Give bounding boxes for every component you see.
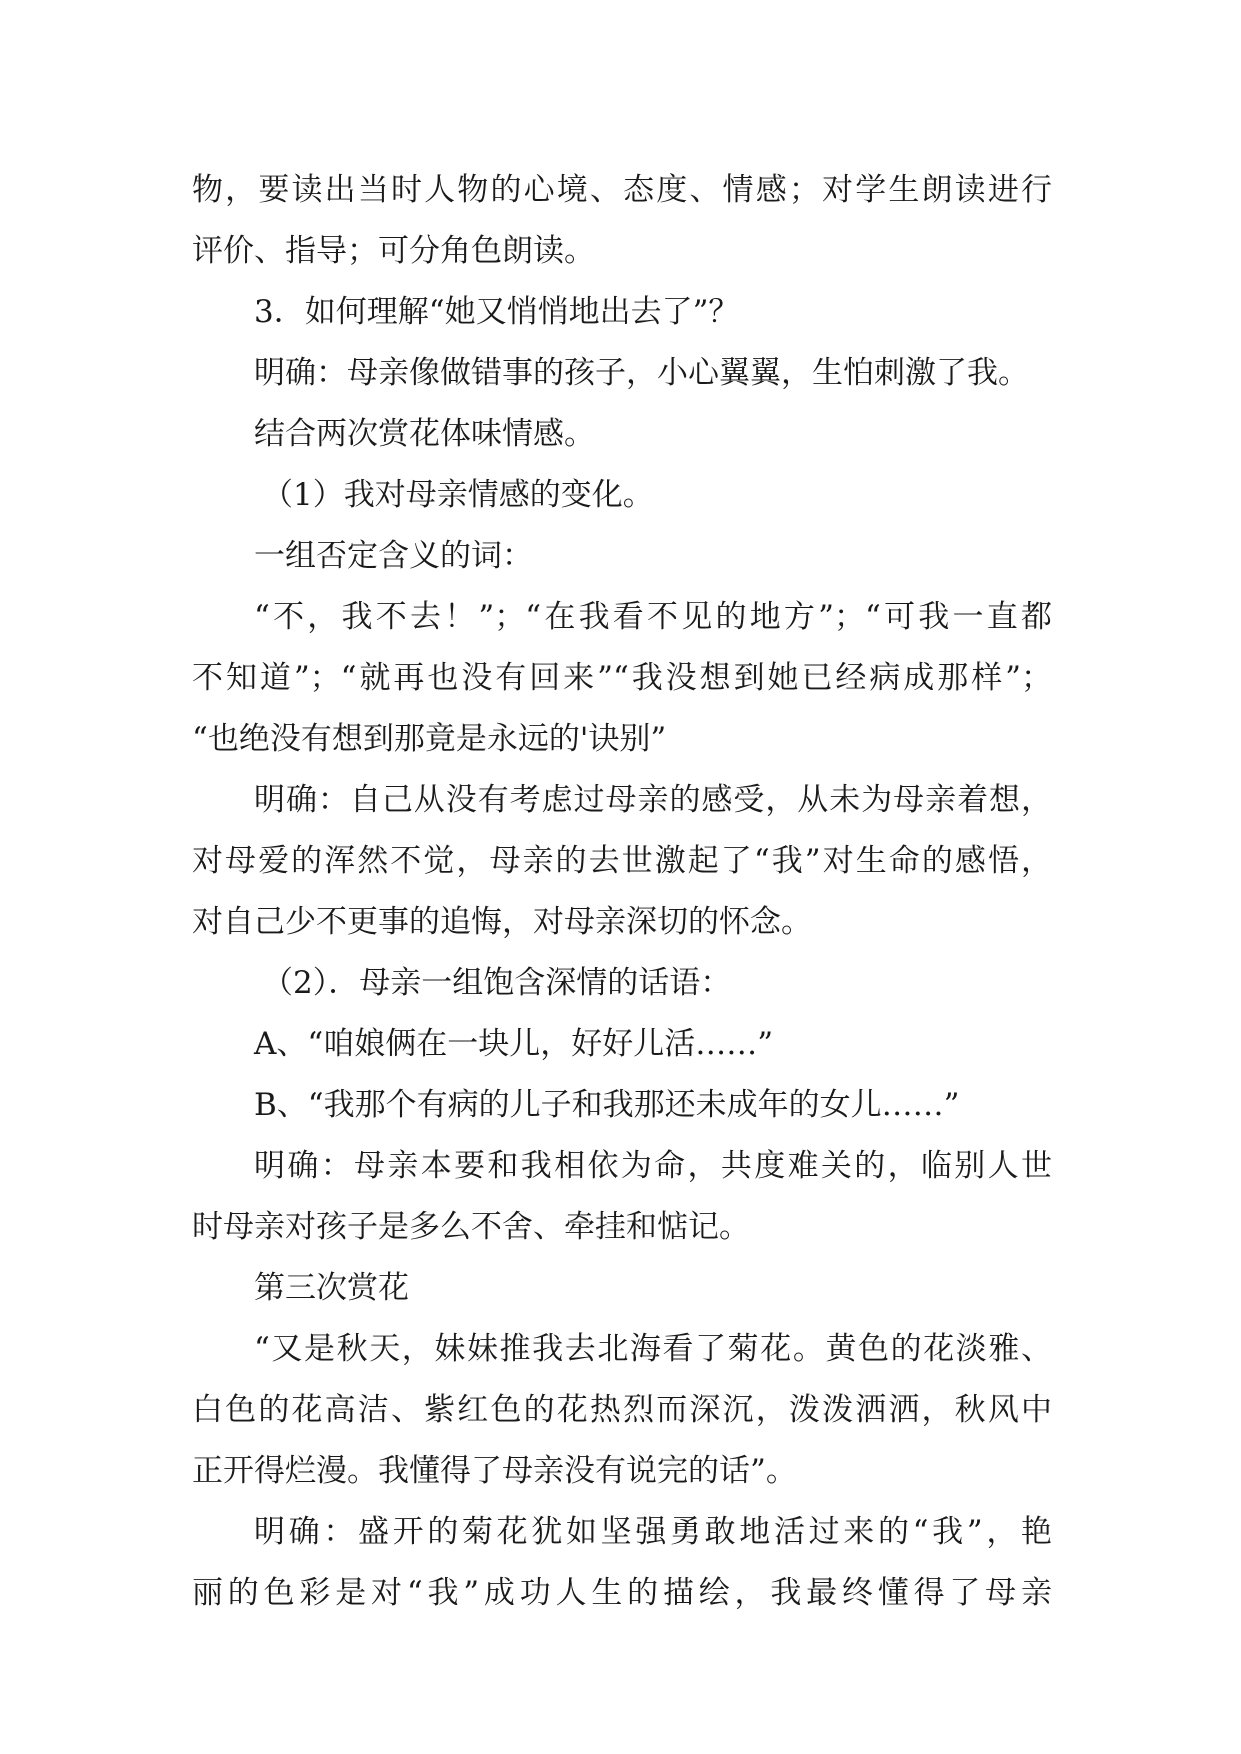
text-line: 时母亲对孩子是多么不舍、牵挂和惦记。	[192, 1209, 750, 1245]
text-line: 结合两次赏花体味情感。	[254, 416, 595, 452]
text-line: 不知道”；“就再也没有回来”“我没想到她已经病成那样”；	[192, 660, 1052, 696]
text-line: 明确：盛开的菊花犹如坚强勇敢地活过来的“我”，艳	[254, 1514, 1052, 1550]
text-line: 明确：母亲本要和我相依为命，共度难关的，临别人世	[254, 1148, 1052, 1184]
text-line: “又是秋天，妹妹推我去北海看了菊花。黄色的花淡雅、	[254, 1331, 1052, 1367]
text-line: A、“咱娘俩在一块儿，好好儿活……”	[254, 1026, 774, 1062]
text-line: 评价、指导；可分角色朗读。	[192, 233, 595, 269]
text-line: 正开得烂漫。我懂得了母亲没有说完的话”。	[192, 1453, 797, 1489]
text-line: 对母爱的浑然不觉，母亲的去世激起了“我”对生命的感悟，	[192, 843, 1052, 879]
text-line: 物，要读出当时人物的心境、态度、情感；对学生朗读进行	[192, 172, 1052, 208]
text-line: 对自己少不更事的追悔，对母亲深切的怀念。	[192, 904, 812, 940]
text-line: “不，我不去！”；“在我看不见的地方”；“可我一直都	[254, 599, 1052, 635]
subheading-1: （1）我对母亲情感的变化。	[262, 477, 654, 513]
text-line: 一组否定含义的词：	[254, 538, 533, 574]
text-line: B、“我那个有病的儿子和我那还未成年的女儿……”	[254, 1087, 960, 1123]
section-heading: 第三次赏花	[254, 1270, 409, 1306]
document-body	[192, 160, 1052, 1624]
text-line: 明确：自己从没有考虑过母亲的感受，从未为母亲着想，	[254, 782, 1052, 818]
text-line: “也绝没有想到那竟是永远的'诀别”	[192, 721, 667, 757]
subheading-2: （2）．母亲一组饱含深情的话语：	[262, 965, 732, 1001]
text-line: 白色的花高洁、紫红色的花热烈而深沉，泼泼洒洒，秋风中	[192, 1392, 1052, 1428]
question-3: 3．如何理解“她又悄悄地出去了”？	[254, 294, 740, 330]
text-line: 明确：母亲像做错事的孩子，小心翼翼，生怕刺激了我。	[254, 355, 1029, 391]
text-line: 丽的色彩是对“我”成功人生的描绘，我最终懂得了母亲	[192, 1575, 1052, 1611]
